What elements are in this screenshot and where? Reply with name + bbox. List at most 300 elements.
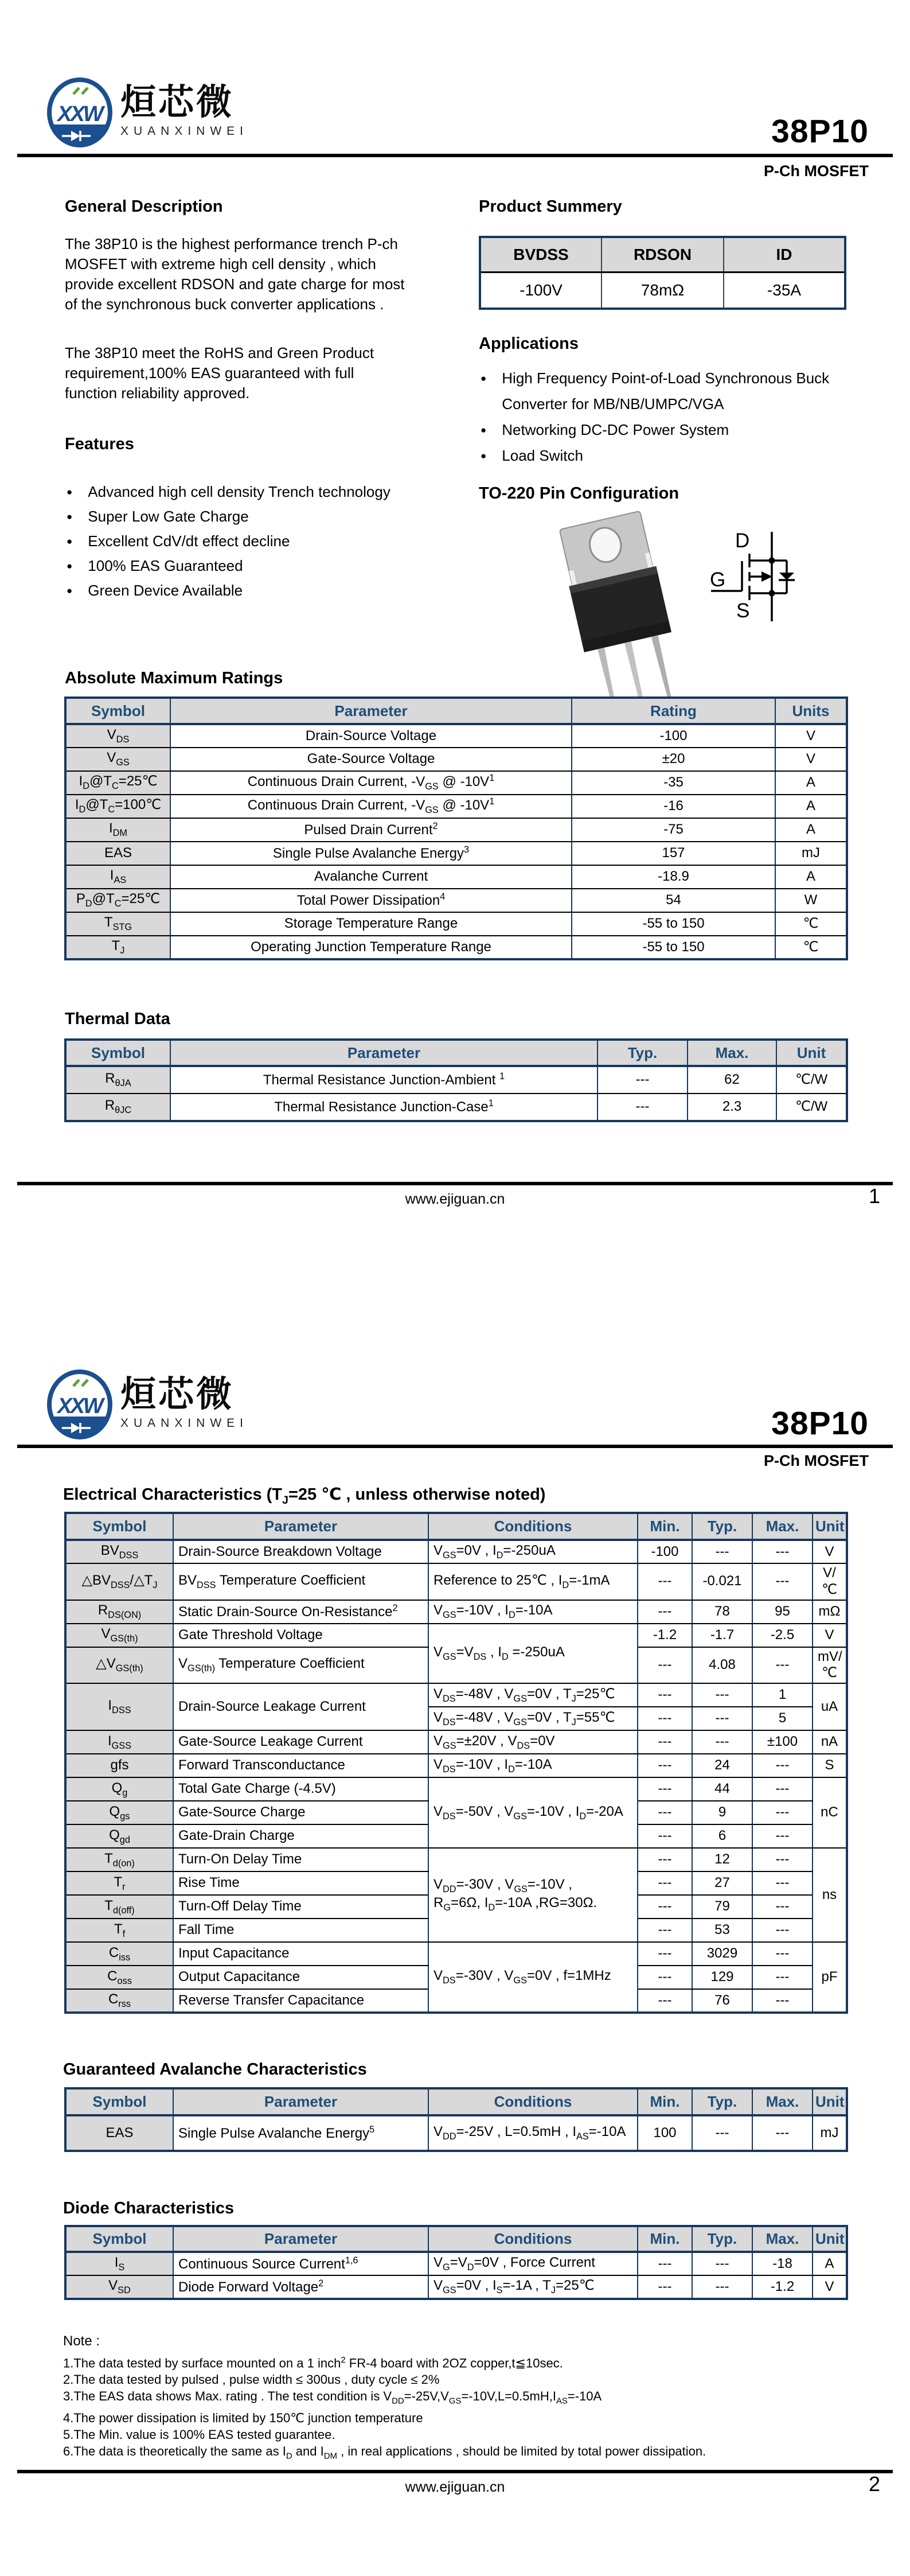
table-cell: --- [692, 2275, 752, 2299]
list-item-text: Super Low Gate Charge [88, 508, 249, 525]
notes-label: Note : [63, 2333, 100, 2349]
table-cell: Reverse Transfer Capacitance [173, 1989, 428, 2013]
pin-config-title: TO-220 Pin Configuration [479, 484, 679, 503]
brand-name-en: XUANXINWEI [120, 1417, 249, 1430]
table-row [65, 748, 847, 771]
table-cell: --- [752, 1871, 813, 1895]
list-item [481, 443, 859, 469]
brand-logo-icon [46, 1368, 114, 1441]
column-header: Typ. [692, 2226, 752, 2252]
diode-table-grid [64, 2225, 848, 2300]
table-cell: Drain-Source Leakage Current [173, 1683, 428, 1730]
table-row [65, 1600, 847, 1624]
column-header: Conditions [428, 2088, 638, 2115]
table-cell: $V_{GS}=0V$ , $I_D=-250uA$ [428, 1540, 638, 1563]
list-item [67, 504, 433, 529]
table-cell: Gate Threshold Voltage [173, 1624, 428, 1647]
column-header: Parameter [173, 2226, 428, 2252]
table-cell: $V_{DD}=-30V$ , $V_{GS}=-10V$ , $R_G=6\Omega$, $I_D=-10A$ ,RG=30Ω. [428, 1848, 638, 1942]
table-row [65, 1563, 847, 1600]
table-cell: ℃ [775, 912, 847, 936]
table-cell: A [775, 865, 847, 889]
table-cell: 5 [752, 1707, 813, 1730]
table-cell: -16 [572, 795, 775, 818]
table-cell: -1.2 [752, 2275, 813, 2299]
table-cell: -55 to 150 [572, 936, 775, 959]
list-item [63, 2443, 854, 2464]
brand-name-cn: 烜芯微 [120, 1375, 235, 1414]
table-cell: 53 [692, 1919, 752, 1942]
bullet-icon: ● [67, 511, 73, 522]
table-cell: $V_{DS}=-50V$ , $V_{GS}=-10V$ , $I_D=-20A$ [428, 1777, 638, 1848]
features-title: Features [65, 435, 134, 453]
column-header: Conditions [428, 2226, 638, 2252]
table-cell: 9 [692, 1801, 752, 1824]
device-type-label: P-Ch MOSFET [764, 1452, 869, 1469]
table-cell: 4.08 [692, 1647, 752, 1684]
column-header: Symbol [65, 1513, 173, 1540]
table-cell: -35 [572, 771, 775, 795]
table-cell: 27 [692, 1871, 752, 1895]
electrical-table [64, 1512, 846, 2014]
table-cell: Gate-Source Charge [173, 1801, 428, 1824]
product-summary-title: Product Summery [479, 197, 622, 216]
table-cell: $T_f$ [65, 1919, 173, 1942]
thermal-table [64, 1038, 846, 1122]
svg-text:XXW: XXW [57, 1394, 102, 1418]
table-cell: --- [638, 1647, 692, 1684]
column-header: Typ. [692, 2088, 752, 2115]
list-item-text: Green Device Available [88, 582, 243, 599]
thermal-title: Thermal Data [65, 1010, 170, 1028]
avalanche-table-grid [64, 2087, 848, 2152]
table-cell: Continuous Drain Current, $-V_{GS}$ @ $-10V^1$ [170, 771, 572, 795]
table-cell: --- [752, 1540, 813, 1563]
column-header: Typ. [692, 1513, 752, 1540]
table-cell: V [775, 748, 847, 771]
pin-label-drain: D [735, 530, 750, 552]
table-cell: -75 [572, 818, 775, 842]
table-row [65, 795, 847, 818]
table-cell: Forward Transconductance [173, 1754, 428, 1777]
table-cell: Output Capacitance [173, 1966, 428, 1989]
diode-table [64, 2225, 846, 2300]
header-rule [17, 1445, 893, 1448]
table-cell: --- [638, 1730, 692, 1754]
table-cell: --- [752, 1647, 813, 1684]
diode-title: Diode Characteristics [63, 2199, 235, 2217]
bullet-icon: ● [67, 486, 73, 497]
table-cell: --- [752, 1777, 813, 1801]
table-row [65, 1540, 847, 1563]
product-summary-table-grid [479, 236, 846, 310]
table-cell: --- [638, 1801, 692, 1824]
list-item-text: 6.The data is theoretically the same as $I_D$ and $I_{DM}$ , in real applications , should be limited by total power dissipation. [63, 2443, 706, 2461]
table-row [65, 936, 847, 959]
table-cell: $P_D@T_C=25℃$ [65, 889, 170, 912]
table-row [65, 818, 847, 842]
list-item-text: 4.The power dissipation is limited by 150℃ junction temperature [63, 2410, 423, 2425]
table-cell: V [813, 2275, 847, 2299]
list-item-text: 3.The EAS data shows Max. rating . The test condition is $V_{DD}=-25V,V_{GS}=-10V,L=0.5mH,I_{AS}=-10A$ [63, 2389, 602, 2406]
table-cell: -1.2 [638, 1624, 692, 1647]
general-description-paragraph-2: The 38P10 meet the RoHS and Green Product requirement,100% EAS guaranteed with full function reliability approved. [65, 344, 374, 402]
table-cell: $I_{DM}$ [65, 818, 170, 842]
table-row [65, 1777, 847, 1801]
table-cell: --- [752, 1966, 813, 1989]
table-cell: --- [638, 1824, 692, 1848]
table-cell: Drain-Source Breakdown Voltage [173, 1540, 428, 1563]
page-number: 1 [868, 1184, 880, 1208]
footer-site: www.ejiguan.cn [405, 2479, 505, 2495]
table-cell: $I_{GSS}$ [65, 1730, 173, 1754]
page-number: 2 [868, 2472, 880, 2496]
table-cell: $I_S$ [65, 2252, 173, 2275]
list-item-text: 1.The data tested by surface mounted on a 1 inch$^2$ FR-4 board with 2OZ copper,t≦10sec. [63, 2355, 563, 2371]
table-cell: $V_{DD}=-25V$ , L=0.5mH , $I_{AS}=-10A$ [428, 2115, 638, 2151]
table-cell: --- [692, 1683, 752, 1707]
footer-rule [17, 1182, 893, 1185]
column-header: Max. [752, 2088, 813, 2115]
table-row [65, 889, 847, 912]
column-header: Max. [688, 1040, 776, 1066]
table-cell: --- [692, 1540, 752, 1563]
list-item-text: High Frequency Point-of-Load Synchronous Buck Converter for MB/NB/UMPC/VGA [502, 369, 830, 413]
table-cell: $BV_{DSS}$ [65, 1540, 173, 1563]
header-rule [17, 154, 893, 157]
table-cell: --- [597, 1094, 688, 1121]
table-cell: -100V [480, 273, 602, 309]
table-cell: 157 [572, 842, 775, 865]
list-item [63, 2426, 854, 2443]
table-cell: $V_{GS}=V_{DS}$ , $I_D =-250uA$ [428, 1624, 638, 1684]
table-cell: --- [692, 1707, 752, 1730]
pin-label-gate: G [710, 569, 726, 591]
table-cell: $V_{DS}=-48V$ , $V_{GS}=0V$ , $T_J=55℃$ [428, 1707, 638, 1730]
table-cell: $BV_{DSS}$ Temperature Coefficient [173, 1563, 428, 1600]
list-item-text: Networking DC-DC Power System [502, 421, 729, 438]
general-description-paragraph-1: The 38P10 is the highest performance trench P-ch MOSFET with extreme high cell density , which provide excellent RDSON and gate charge for most of the synchronous buck converter applications . [65, 235, 405, 313]
avalanche-title: Guaranteed Avalanche Characteristics [63, 2060, 367, 2079]
table-row [65, 1848, 847, 1871]
table-cell: $I_D@T_C=25℃$ [65, 771, 170, 795]
table-cell: --- [638, 2252, 692, 2275]
table-cell: $V_{GS}=0V$ , $I_S=-1A$ , $T_J=25℃$ [428, 2275, 638, 2299]
list-item-text: Load Switch [502, 447, 583, 464]
table-cell: uA [813, 1683, 847, 1730]
table-cell: --- [752, 1563, 813, 1600]
table-cell: mΩ [813, 1600, 847, 1624]
table-row [65, 1730, 847, 1754]
table-cell: Pulsed Drain Current$^2$ [170, 818, 572, 842]
table-cell: 78 [692, 1600, 752, 1624]
table-cell: $I_D@T_C=100℃$ [65, 795, 170, 818]
part-number: 38P10 [771, 1405, 869, 1442]
column-header: Unit [813, 2088, 847, 2115]
column-header: Min. [638, 1513, 692, 1540]
list-item [67, 554, 433, 578]
table-cell: --- [752, 1801, 813, 1824]
table-cell: 1 [752, 1683, 813, 1707]
list-item [63, 2388, 854, 2409]
table-cell: $R_{DS(ON)}$ [65, 1600, 173, 1624]
table-row [65, 771, 847, 795]
table-cell: 54 [572, 889, 775, 912]
list-item-text: Excellent CdV/dt effect decline [88, 532, 290, 550]
table-cell: A [775, 818, 847, 842]
column-header: Parameter [170, 1040, 597, 1066]
table-cell: $\triangle BV_{DSS}/\triangle T_J$ [65, 1563, 173, 1600]
table-cell: -0.021 [692, 1563, 752, 1600]
table-cell: --- [597, 1066, 688, 1094]
table-row [65, 724, 847, 748]
table-cell: 24 [692, 1754, 752, 1777]
table-cell: --- [638, 1966, 692, 1989]
table-cell: Input Capacitance [173, 1942, 428, 1966]
list-item [63, 2352, 854, 2371]
table-cell: ℃/W [776, 1094, 847, 1121]
table-cell: mV/℃ [813, 1647, 847, 1684]
table-cell: $I_{DSS}$ [65, 1683, 173, 1730]
table-cell: -100 [572, 724, 775, 748]
table-cell: Diode Forward Voltage$^2$ [173, 2275, 428, 2299]
avalanche-table [64, 2087, 846, 2152]
bullet-icon: ● [67, 535, 73, 547]
brand-logo [46, 1368, 248, 1441]
notes-list [63, 2352, 854, 2464]
table-cell: Avalanche Current [170, 865, 572, 889]
bullet-icon: ● [67, 560, 73, 571]
table-cell: --- [752, 1824, 813, 1848]
table-cell: 12 [692, 1848, 752, 1871]
table-cell: --- [638, 1919, 692, 1942]
table-cell: gfs [65, 1754, 173, 1777]
table-cell: $V_{GS}=\pm 20V$ , $V_{DS}=0V$ [428, 1730, 638, 1754]
list-item [481, 365, 859, 417]
mosfet-symbol [706, 523, 804, 627]
table-row [65, 1094, 847, 1121]
table-cell: --- [692, 2252, 752, 2275]
column-header: Rating [572, 698, 775, 724]
table-cell: nA [813, 1730, 847, 1754]
table-cell: 62 [688, 1066, 776, 1094]
column-header: RDSON [602, 237, 724, 273]
table-cell: $V_{GS(th)}$ [65, 1624, 173, 1647]
table-cell: -100 [638, 1540, 692, 1563]
list-item-text: 2.The data tested by pulsed , pulse width ≤ 300us , duty cycle ≤ 2% [63, 2372, 440, 2387]
table-cell: --- [692, 2115, 752, 2151]
table-cell: --- [638, 1754, 692, 1777]
table-cell: $T_{d(off)}$ [65, 1895, 173, 1919]
table-cell: Reference to 25℃ , $I_D=-1mA$ [428, 1563, 638, 1600]
table-row [65, 865, 847, 889]
table-cell: Single Pulse Avalanche Energy$^5$ [173, 2115, 428, 2151]
to220-package-image [533, 502, 705, 726]
column-header: Unit [813, 1513, 847, 1540]
electrical-title: Electrical Characteristics ($T_J=25$ ℃ , unless otherwise noted) [63, 1485, 546, 1507]
thermal-table-grid [64, 1038, 848, 1122]
table-cell: mJ [813, 2115, 847, 2151]
table-cell: -1.7 [692, 1624, 752, 1647]
table-cell: Static Drain-Source On-Resistance$^2$ [173, 1600, 428, 1624]
table-cell: V/℃ [813, 1563, 847, 1600]
column-header: ID [724, 237, 845, 273]
table-cell: $T_r$ [65, 1871, 173, 1895]
table-cell: --- [638, 1895, 692, 1919]
table-cell: Rise Time [173, 1871, 428, 1895]
table-cell: -2.5 [752, 1624, 813, 1647]
column-header: BVDSS [480, 237, 602, 273]
table-cell: -18.9 [572, 865, 775, 889]
table-cell: $Q_g$ [65, 1777, 173, 1801]
footer-rule [17, 2470, 893, 2473]
table-cell: --- [752, 1754, 813, 1777]
table-cell: A [813, 2252, 847, 2275]
column-header: Unit [776, 1040, 847, 1066]
column-header: Max. [752, 2226, 813, 2252]
bullet-icon: ● [481, 425, 487, 435]
table-cell: $V_{DS}=-10V$ , $I_D=-10A$ [428, 1754, 638, 1777]
list-item-text: 5.The Min. value is 100% EAS tested guarantee. [63, 2427, 335, 2442]
table-cell: $C_{rss}$ [65, 1989, 173, 2013]
table-cell: Gate-Source Voltage [170, 748, 572, 771]
general-description-title: General Description [65, 197, 223, 216]
bullet-icon: ● [67, 585, 73, 596]
column-header: Max. [752, 1513, 813, 1540]
table-cell: --- [638, 1683, 692, 1707]
table-cell: $V_{DS}=-30V$ , $V_{GS}=0V$ , f=1MHz [428, 1942, 638, 2013]
column-header: Parameter [173, 2088, 428, 2115]
table-cell: S [813, 1754, 847, 1777]
table-cell: $V_{DS}$ [65, 724, 170, 748]
table-cell: Turn-On Delay Time [173, 1848, 428, 1871]
table-cell: mJ [775, 842, 847, 865]
abs-max-table [64, 696, 846, 960]
table-cell: $V_{GS}=-10V$ , $I_D=-10A$ [428, 1600, 638, 1624]
column-header: Parameter [173, 1513, 428, 1540]
table-cell: 95 [752, 1600, 813, 1624]
table-row [65, 912, 847, 936]
column-header: Typ. [597, 1040, 688, 1066]
table-row [65, 2115, 847, 2151]
column-header: Symbol [65, 2226, 173, 2252]
table-cell: Fall Time [173, 1919, 428, 1942]
table-cell: $Q_{gs}$ [65, 1801, 173, 1824]
table-row [65, 2252, 847, 2275]
table-cell: V [813, 1540, 847, 1563]
table-row [65, 842, 847, 865]
table-cell: Continuous Drain Current, $-V_{GS}$ @ $-10V^1$ [170, 795, 572, 818]
table-cell: --- [638, 1707, 692, 1730]
column-header: Conditions [428, 1513, 638, 1540]
list-item-text: Advanced high cell density Trench technology [88, 483, 390, 500]
table-cell: ns [813, 1848, 847, 1942]
abs-max-table-grid [64, 696, 848, 960]
table-cell: --- [638, 1563, 692, 1600]
list-item [63, 2371, 854, 2388]
list-item [481, 417, 859, 443]
table-row [480, 273, 845, 309]
table-cell: nC [813, 1777, 847, 1848]
table-cell: W [775, 889, 847, 912]
table-cell: ℃/W [776, 1066, 847, 1094]
table-cell: $R_{\theta JC}$ [65, 1094, 170, 1121]
list-item [63, 2410, 854, 2426]
table-cell: --- [692, 1730, 752, 1754]
table-cell: --- [638, 1942, 692, 1966]
table-cell: $T_{d(on)}$ [65, 1848, 173, 1871]
table-cell: Gate-Source Leakage Current [173, 1730, 428, 1754]
table-cell: $V_{SD}$ [65, 2275, 173, 2299]
table-cell: Drain-Source Voltage [170, 724, 572, 748]
column-header: Units [775, 698, 847, 724]
table-cell: $C_{oss}$ [65, 1966, 173, 1989]
table-cell: --- [638, 1600, 692, 1624]
product-summary-table [479, 236, 844, 310]
brand-logo-icon [46, 76, 114, 149]
table-cell: $T_J$ [65, 936, 170, 959]
list-item-text: 100% EAS Guaranteed [88, 557, 243, 574]
table-row [65, 1754, 847, 1777]
table-cell: V [813, 1624, 847, 1647]
table-cell: $T_{STG}$ [65, 912, 170, 936]
table-cell: --- [638, 2275, 692, 2299]
features-list [67, 480, 433, 603]
table-cell: pF [813, 1942, 847, 2013]
column-header: Min. [638, 2226, 692, 2252]
table-cell: Operating Junction Temperature Range [170, 936, 572, 959]
part-number: 38P10 [771, 113, 869, 150]
table-cell: --- [752, 1942, 813, 1966]
table-cell: Total Gate Charge (-4.5V) [173, 1777, 428, 1801]
list-item [67, 480, 433, 504]
table-cell: $I_{AS}$ [65, 865, 170, 889]
table-cell: 76 [692, 1989, 752, 2013]
table-cell: --- [752, 1895, 813, 1919]
table-cell: Thermal Resistance Junction-Case$^1$ [170, 1094, 597, 1121]
table-cell: --- [752, 2115, 813, 2151]
table-cell: --- [752, 1989, 813, 2013]
table-cell: $R_{\theta JA}$ [65, 1066, 170, 1094]
table-row [65, 1624, 847, 1647]
table-cell: $Q_{gd}$ [65, 1824, 173, 1848]
table-cell: 3029 [692, 1942, 752, 1966]
table-cell: $\triangle V_{GS(th)}$ [65, 1647, 173, 1684]
brand-name-cn: 烜芯微 [120, 83, 235, 122]
table-row [65, 1683, 847, 1707]
table-cell: --- [638, 1777, 692, 1801]
table-cell: EAS [65, 842, 170, 865]
column-header: Unit [813, 2226, 847, 2252]
table-cell: 100 [638, 2115, 692, 2151]
bullet-icon: ● [481, 373, 487, 384]
table-cell: A [775, 771, 847, 795]
table-cell: ±20 [572, 748, 775, 771]
column-header: Min. [638, 2088, 692, 2115]
list-item [67, 578, 433, 603]
table-cell: --- [638, 1848, 692, 1871]
bullet-icon: ● [481, 450, 487, 461]
table-cell: ±100 [752, 1730, 813, 1754]
table-cell: Storage Temperature Range [170, 912, 572, 936]
electrical-table-grid [64, 1512, 848, 2014]
table-cell: V [775, 724, 847, 748]
table-cell: EAS [65, 2115, 173, 2151]
table-cell: 44 [692, 1777, 752, 1801]
table-cell: 129 [692, 1966, 752, 1989]
applications-title: Applications [479, 334, 579, 353]
table-cell: $V_{GS}$ [65, 748, 170, 771]
